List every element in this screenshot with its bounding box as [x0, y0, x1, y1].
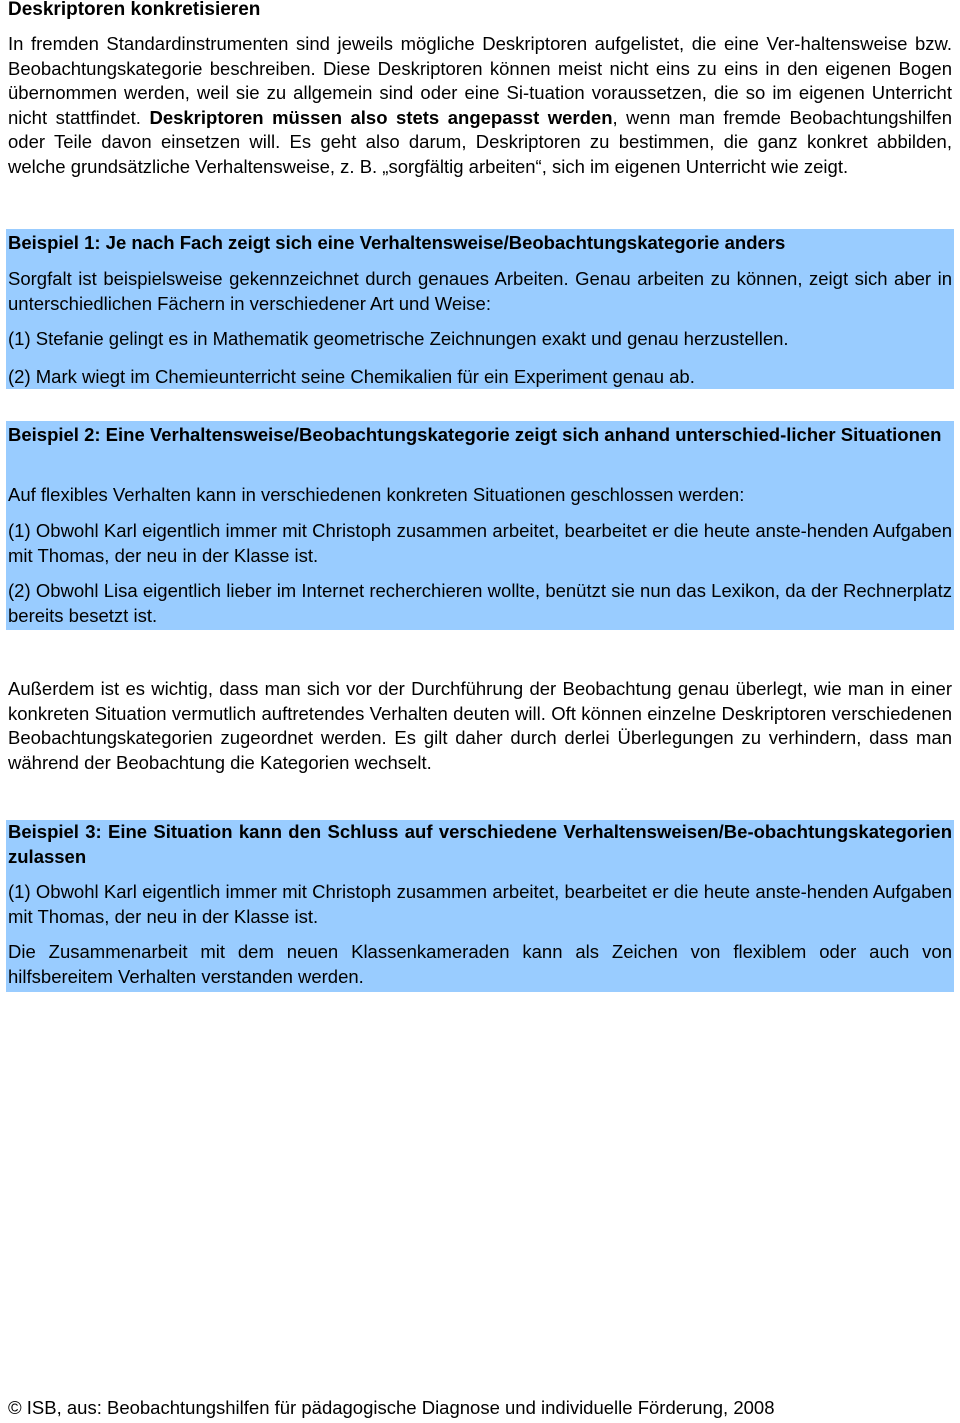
example-2-paragraph-2: (1) Obwohl Karl eigentlich immer mit Christoph zusammen arbeitet, bearbeitet er die heute anste-henden Aufgaben mit Thomas, der neu in der Klasse ist.	[8, 520, 952, 566]
example-2-box	[6, 421, 954, 630]
intro-bold-text: Deskriptoren müssen also stets angepasst werden	[149, 106, 613, 128]
example-3-heading: Beispiel 3: Eine Situation kann den Schluss auf verschiedene Verhaltensweisen/Be-obachtungskategorien zulassen	[8, 821, 952, 867]
example-1-box	[6, 229, 954, 389]
page-title: Deskriptoren konkretisieren	[8, 0, 261, 20]
middle-text: Außerdem ist es wichtig, dass man sich vor der Durchführung der Beobachtung genau überlegt, wie man in einer konkreten Situation vermutlich auftretendes Verhalten deuten will. Oft können einzelne Deskriptoren verschiedenen Beobachtungskategorien zugeordnet werden. Es gilt daher durch derlei Überlegungen zu verhindern, dass man während der Beobachtung die Kategorien wechselt.	[8, 678, 952, 773]
example-2-paragraph-1: Auf flexibles Verhalten kann in verschiedenen konkreten Situationen geschlossen werden:	[8, 484, 745, 505]
intro-text-continued: , wenn man fremde Beobachtungshilfen oder Teile davon einsetzen will. Es geht also darum, Deskriptoren zu bestimmen, die ganz konkret abbilden, welche grundsätzliche Verhaltensweise, z. B. „sorgfältig arbeiten“, sich im eigenen Unterricht wie zeigt.	[8, 106, 952, 177]
example-3-paragraph-2: Die Zusammenarbeit mit dem neuen Klassenkameraden kann als Zeichen von flexiblem oder auch von hilfsbereitem Verhalten verstanden werden.	[8, 941, 952, 987]
example-3-box	[6, 820, 954, 992]
example-2-paragraph-3: (2) Obwohl Lisa eigentlich lieber im Internet recherchieren wollte, benützt sie nun das Lexikon, da der Rechnerplatz bereits besetzt ist.	[8, 580, 952, 626]
example-1-paragraph-2: (1) Stefanie gelingt es in Mathematik geometrische Zeichnungen exakt und genau herzustellen.	[8, 328, 789, 349]
middle-paragraph	[8, 677, 952, 775]
intro-paragraph	[8, 32, 952, 179]
example-2-heading: Beispiel 2: Eine Verhaltensweise/Beobachtungskategorie zeigt sich anhand unterschied-licher Situationen	[8, 424, 942, 445]
example-3-paragraph-1: (1) Obwohl Karl eigentlich immer mit Christoph zusammen arbeitet, bearbeitet er die heute anste-henden Aufgaben mit Thomas, der neu in der Klasse ist.	[8, 881, 952, 927]
intro-text: In fremden Standardinstrumenten sind jeweils mögliche Deskriptoren aufgelistet, die eine Ver-haltensweise bzw. Beobachtungskategorie beschreiben. Diese Deskriptoren können meist nicht eins zu eins in den eigenen Bogen übernommen werden, weil sie zu allgemein sind oder eine Si-tuation voraussetzen, die so im eigenen Unterricht nicht stattfindet.	[8, 33, 952, 128]
footer-copyright: © ISB, aus: Beobachtungshilfen für pädagogische Diagnose und individuelle Förderung, 2008	[8, 1397, 775, 1418]
example-1-paragraph-3: (2) Mark wiegt im Chemieunterricht seine Chemikalien für ein Experiment genau ab.	[8, 366, 695, 387]
example-1-heading: Beispiel 1: Je nach Fach zeigt sich eine Verhaltensweise/Beobachtungskategorie anders	[8, 232, 786, 253]
example-1-paragraph-1: Sorgfalt ist beispielsweise gekennzeichnet durch genaues Arbeiten. Genau arbeiten zu können, zeigt sich aber in unterschiedlichen Fächern in verschiedener Art und Weise:	[8, 268, 952, 314]
